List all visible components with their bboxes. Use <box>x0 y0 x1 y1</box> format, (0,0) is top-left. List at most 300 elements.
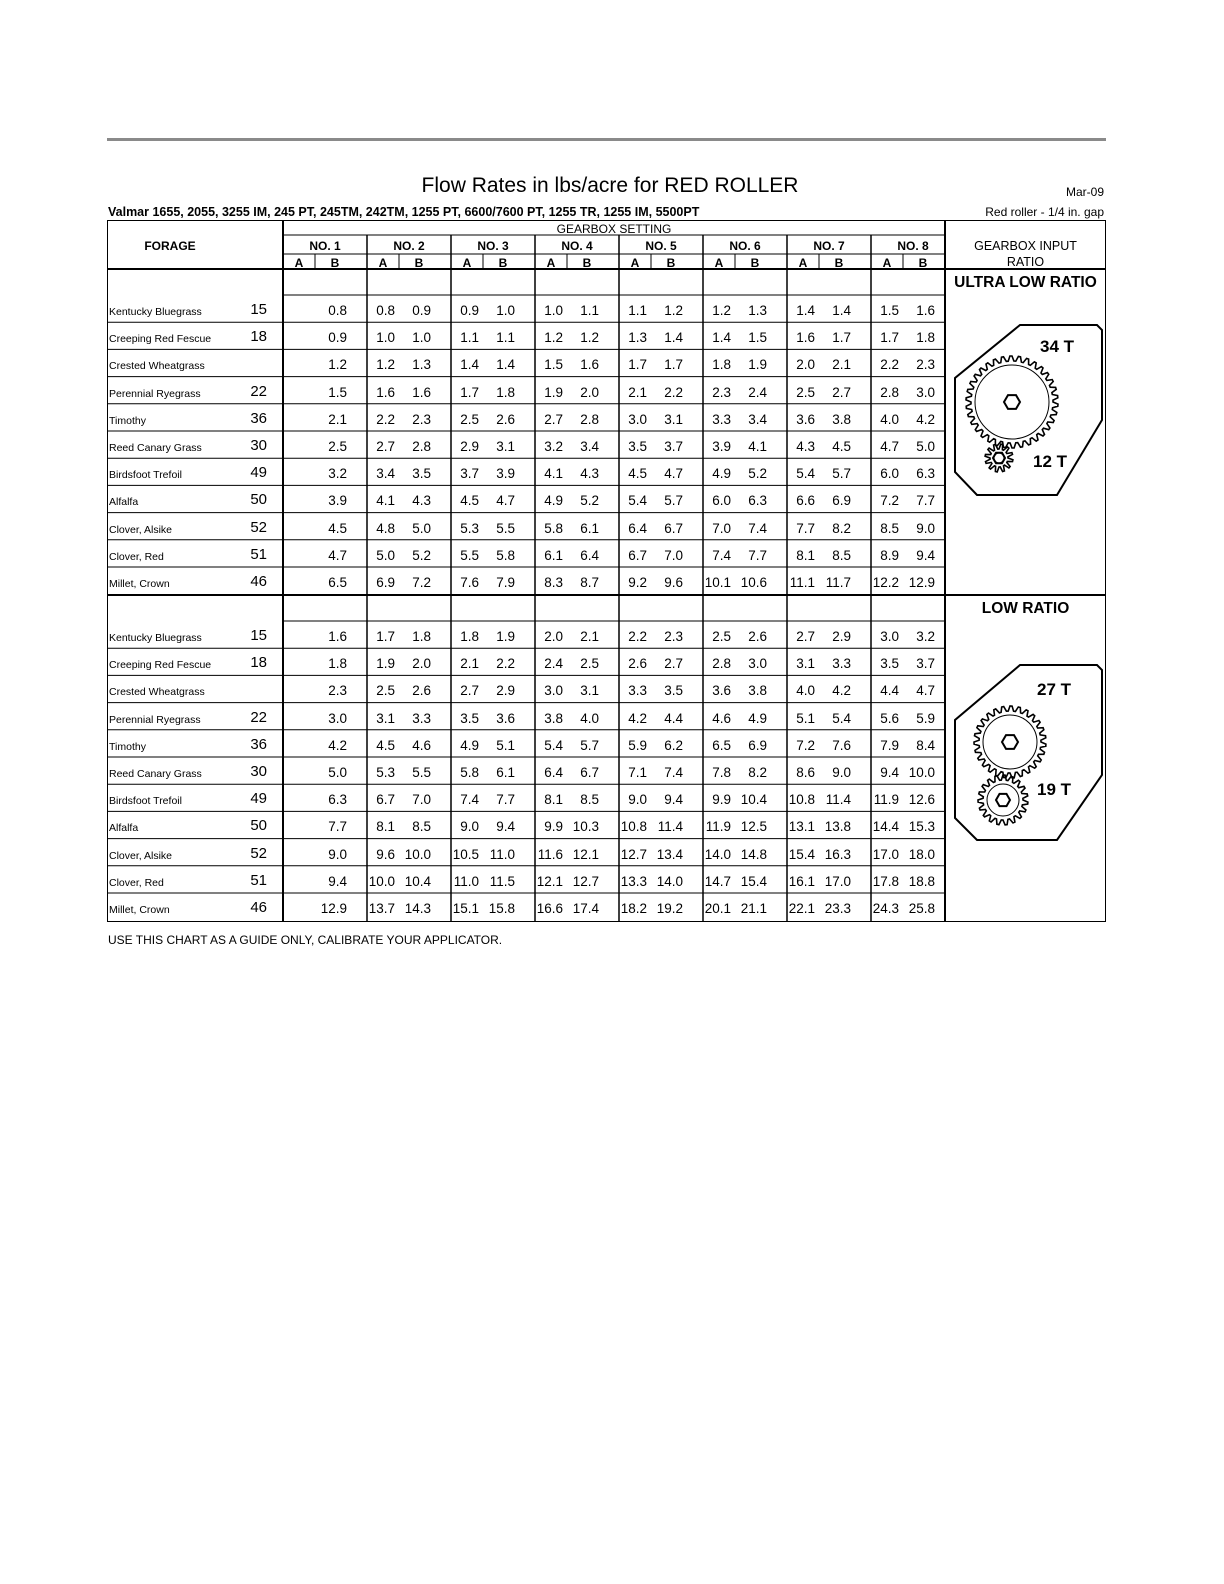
gear-ratio-title: ULTRA LOW RATIO <box>954 274 1097 291</box>
flow-rate-value: 16.3 <box>824 846 851 862</box>
flow-rate-value: 10.8 <box>788 792 815 808</box>
flow-rate-value: 0.9 <box>412 303 431 318</box>
forage-name: Creeping Red Fescue <box>109 333 212 346</box>
forage-seed-count: 22 <box>250 708 267 726</box>
flow-rate-value: 5.5 <box>460 547 479 563</box>
forage-seed-count: 18 <box>250 654 267 672</box>
ratio-label: RATIO <box>1006 255 1045 269</box>
flow-rate-value: 4.3 <box>796 439 815 454</box>
forage-name: Timothy <box>109 414 146 427</box>
gear-small-teeth-label: 12 T <box>1033 452 1068 471</box>
flow-rate-value: 1.3 <box>628 330 647 346</box>
flow-rate-value: 17.8 <box>872 873 899 889</box>
flow-rate-value: 7.0 <box>412 792 431 808</box>
flow-rate-value: 5.3 <box>376 765 395 780</box>
flow-rate-value: 2.3 <box>664 629 683 644</box>
flow-rate-value: 10.0 <box>908 765 935 780</box>
flow-rate-value: 5.8 <box>544 520 563 536</box>
flow-rate-value: 3.0 <box>916 384 935 400</box>
sub-col-b: B <box>582 256 592 270</box>
flow-rate-value: 3.0 <box>880 629 899 644</box>
forage-seed-count: 49 <box>250 464 267 482</box>
forage-name: Millet, Crown <box>109 904 170 916</box>
flow-rate-value: 2.6 <box>628 656 647 672</box>
flow-rate-value: 12.6 <box>908 792 935 808</box>
flow-rate-value: 0.9 <box>328 330 347 346</box>
flow-rate-value: 6.0 <box>712 493 731 509</box>
flow-rate-value: 3.0 <box>544 683 563 699</box>
sub-col-a: A <box>546 256 556 270</box>
flow-rate-value: 1.4 <box>832 303 851 318</box>
forage-name: Creeping Red Fescue <box>109 659 212 672</box>
flow-rate-value: 9.0 <box>832 765 851 780</box>
gearbox-setting-label: NO. 6 <box>729 239 761 253</box>
flow-rate-value: 3.9 <box>496 466 515 482</box>
flow-rate-value: 7.6 <box>832 737 851 753</box>
flow-rate-value: 18.0 <box>908 846 935 862</box>
flow-rate-value: 3.5 <box>412 466 431 482</box>
flow-rate-value: 9.9 <box>712 792 731 808</box>
flow-rate-value: 1.7 <box>832 330 851 346</box>
sub-col-b: B <box>750 256 760 270</box>
flow-rate-value: 1.7 <box>664 357 683 373</box>
gearbox-setting-header: GEARBOX SETTING <box>556 222 672 236</box>
flow-rate-value: 3.5 <box>460 710 479 726</box>
flow-rate-value: 4.7 <box>880 439 899 454</box>
flow-rate-value: 1.3 <box>412 357 431 373</box>
flow-rate-value: 4.2 <box>628 710 647 726</box>
forage-name: Perennial Ryegrass <box>109 387 201 400</box>
flow-rate-value: 9.4 <box>328 873 347 889</box>
flow-rate-value: 10.5 <box>452 846 479 862</box>
flow-rate-value: 7.0 <box>712 520 731 536</box>
flow-rate-value: 2.2 <box>376 411 395 427</box>
flow-rate-value: 10.8 <box>620 819 647 835</box>
flow-rate-value: 3.8 <box>544 710 563 726</box>
flow-rate-value: 1.6 <box>916 303 935 318</box>
flow-rate-value: 7.4 <box>460 792 479 808</box>
flow-rate-value: 1.0 <box>544 303 563 318</box>
flow-rate-value: 1.9 <box>496 629 515 644</box>
flow-rate-value: 8.1 <box>544 792 563 808</box>
flow-rate-value: 10.4 <box>404 873 431 889</box>
flow-rate-value: 6.0 <box>880 466 899 482</box>
forage-header: FORAGE <box>144 239 196 253</box>
flow-rate-value: 13.3 <box>620 873 647 889</box>
sub-col-a: A <box>798 256 808 270</box>
flow-rate-value: 3.9 <box>712 439 731 454</box>
flow-rate-value: 5.4 <box>628 493 647 509</box>
flow-rate-value: 9.0 <box>328 846 347 862</box>
flow-rate-value: 3.0 <box>628 411 647 427</box>
flow-rate-value: 7.4 <box>712 547 731 563</box>
flow-rate-value: 1.8 <box>496 384 515 400</box>
flow-rate-value: 14.8 <box>740 846 767 862</box>
flow-rate-value: 7.1 <box>628 765 647 780</box>
flow-rate-value: 5.2 <box>580 493 599 509</box>
flow-rate-value: 3.0 <box>748 656 767 672</box>
flow-rate-value: 3.3 <box>712 411 731 427</box>
flow-rate-value: 4.5 <box>328 520 347 536</box>
flow-rate-value: 14.4 <box>872 819 899 835</box>
flow-rate-value: 4.8 <box>376 520 395 536</box>
gearbox-setting-label: NO. 1 <box>309 239 341 253</box>
flow-rate-value: 5.8 <box>496 547 515 563</box>
gear-34t-icon <box>966 356 1058 448</box>
flow-rate-value: 2.9 <box>460 439 479 454</box>
flow-rate-value: 4.2 <box>328 737 347 753</box>
forage-seed-count: 18 <box>250 328 267 346</box>
model-list: Valmar 1655, 2055, 3255 IM, 245 PT, 245TM, 242TM, 1255 PT, 6600/7600 PT, 1255 TR, 1255 IM, 5500PT <box>108 205 700 219</box>
flow-rate-value: 1.5 <box>748 330 767 346</box>
flow-rate-value: 4.6 <box>712 710 731 726</box>
flow-rate-value: 17.4 <box>572 901 599 916</box>
flow-rate-value: 3.3 <box>412 710 431 726</box>
flow-rate-value: 4.0 <box>796 683 815 699</box>
forage-name: Reed Canary Grass <box>109 442 202 454</box>
flow-rate-value: 2.1 <box>832 357 851 373</box>
flow-rate-value: 6.9 <box>748 737 767 753</box>
flow-rate-value: 5.1 <box>796 710 815 726</box>
flow-rate-value: 2.8 <box>880 384 899 400</box>
flow-rate-value: 4.5 <box>832 439 851 454</box>
flow-rate-value: 17.0 <box>872 846 899 862</box>
flow-rate-value: 3.1 <box>664 411 683 427</box>
sub-col-a: A <box>714 256 724 270</box>
flow-rate-value: 3.6 <box>796 411 815 427</box>
flow-rate-value: 1.2 <box>712 303 731 318</box>
flow-rate-value: 6.7 <box>580 765 599 780</box>
flow-rate-value: 3.2 <box>916 629 935 644</box>
flow-rate-value: 8.1 <box>796 547 815 563</box>
flow-rate-value: 3.1 <box>376 710 395 726</box>
flow-rate-value: 6.1 <box>580 520 599 536</box>
flow-rate-value: 7.8 <box>712 765 731 780</box>
flow-rate-value: 4.6 <box>412 737 431 753</box>
flow-rate-value: 1.4 <box>796 303 815 318</box>
flow-rate-value: 4.9 <box>544 493 563 509</box>
flow-rate-value: 11.9 <box>705 819 731 835</box>
flow-rate-value: 2.8 <box>712 656 731 672</box>
flow-rate-value: 12.7 <box>620 846 647 862</box>
gear-ratio-title: LOW RATIO <box>981 600 1070 617</box>
flow-rate-value: 14.0 <box>656 873 683 889</box>
flow-rate-value: 2.4 <box>748 384 767 400</box>
flow-rate-value: 3.8 <box>832 411 851 427</box>
flow-rate-value: 3.2 <box>328 466 347 482</box>
flow-rate-value: 3.0 <box>328 710 347 726</box>
gear-12t-icon <box>985 444 1013 472</box>
flow-rate-value: 18.8 <box>908 873 935 889</box>
flow-rate-value: 5.0 <box>412 520 431 536</box>
forage-name: Alfalfa <box>109 822 139 835</box>
sub-col-a: A <box>882 256 892 270</box>
flow-rate-value: 0.8 <box>376 303 395 318</box>
top-rule <box>107 138 1106 141</box>
flow-rate-value: 1.4 <box>664 330 683 346</box>
flow-rate-value: 2.2 <box>496 656 515 672</box>
forage-name: Reed Canary Grass <box>109 768 202 780</box>
flow-rate-value: 13.1 <box>788 819 815 835</box>
flow-rate-value: 5.7 <box>832 466 851 482</box>
forage-seed-count: 52 <box>250 518 267 536</box>
flow-rate-value: 1.2 <box>580 330 599 346</box>
flow-rate-value: 8.7 <box>580 575 599 590</box>
flow-rate-value: 11.4 <box>825 792 851 808</box>
flow-rate-value: 12.5 <box>740 819 767 835</box>
flow-rate-value: 8.2 <box>832 520 851 536</box>
flow-rate-value: 13.8 <box>824 819 851 835</box>
flow-rate-value: 1.6 <box>376 384 395 400</box>
flow-rate-value: 5.1 <box>496 737 515 753</box>
flow-rate-value: 12.1 <box>572 846 599 862</box>
flow-rate-value: 15.3 <box>908 819 935 835</box>
flow-rate-value: 14.0 <box>704 846 731 862</box>
flow-rate-value: 4.3 <box>580 466 599 482</box>
flow-rate-value: 8.6 <box>796 765 815 780</box>
flow-rate-value: 2.3 <box>412 411 431 427</box>
flow-rate-value: 12.9 <box>908 575 935 590</box>
flow-rate-value: 5.2 <box>748 466 767 482</box>
flow-rate-value: 4.0 <box>580 710 599 726</box>
flow-rate-value: 3.1 <box>496 439 515 454</box>
flow-rate-value: 2.8 <box>580 411 599 427</box>
flow-rate-value: 7.4 <box>664 765 683 780</box>
flow-rate-value: 9.2 <box>628 575 647 590</box>
forage-seed-count: 30 <box>250 437 267 454</box>
flow-rate-value: 1.1 <box>628 303 647 318</box>
flow-rate-value: 14.7 <box>704 873 731 889</box>
flow-rate-value: 3.7 <box>916 656 935 672</box>
flow-rate-value: 7.4 <box>748 520 767 536</box>
flow-rate-value: 1.4 <box>460 357 479 373</box>
flow-rate-value: 1.0 <box>376 330 395 346</box>
flow-rate-value: 5.9 <box>916 710 935 726</box>
flow-rate-value: 10.4 <box>740 792 767 808</box>
flow-rate-value: 11.4 <box>657 819 683 835</box>
flow-rate-value: 7.9 <box>496 575 515 590</box>
flow-rate-value: 9.0 <box>628 792 647 808</box>
flow-rate-value: 1.2 <box>376 357 395 373</box>
flow-rate-value: 7.2 <box>796 737 815 753</box>
forage-seed-count: 15 <box>250 627 267 644</box>
sub-col-b: B <box>498 256 508 270</box>
flow-rate-value: 7.7 <box>796 520 815 536</box>
flow-rate-value: 2.1 <box>628 384 647 400</box>
flow-rate-value: 5.2 <box>412 547 431 563</box>
flow-rate-value: 2.7 <box>376 439 395 454</box>
gearbox-input-label: GEARBOX INPUT <box>974 239 1077 253</box>
roller-gap-note: Red roller - 1/4 in. gap <box>985 205 1104 219</box>
flow-rate-value: 1.7 <box>460 384 479 400</box>
flow-rate-value: 6.4 <box>544 765 563 780</box>
flow-rate-value: 21.1 <box>740 901 767 916</box>
flow-rate-value: 9.4 <box>496 819 515 835</box>
sub-col-b: B <box>330 256 340 270</box>
gear-19t-icon <box>978 775 1028 825</box>
flow-rate-value: 15.8 <box>488 901 515 916</box>
flow-rate-value: 20.1 <box>704 901 731 916</box>
forage-name: Alfalfa <box>109 496 139 509</box>
flow-rate-value: 2.5 <box>328 439 347 454</box>
flow-rate-value: 1.7 <box>880 330 899 346</box>
flow-rate-value: 10.0 <box>404 846 431 862</box>
flow-rate-value: 3.7 <box>664 439 683 454</box>
flow-rate-value: 1.6 <box>412 384 431 400</box>
forage-seed-count: 52 <box>250 844 267 862</box>
forage-name: Kentucky Bluegrass <box>109 306 202 318</box>
forage-seed-count: 46 <box>250 573 267 590</box>
flow-rate-value: 1.5 <box>880 303 899 318</box>
flow-rate-value: 8.3 <box>544 575 563 590</box>
flow-rate-value: 2.1 <box>460 656 479 672</box>
forage-name: Timothy <box>109 740 146 753</box>
forage-seed-count: 50 <box>250 817 267 835</box>
flow-rate-value: 10.1 <box>704 575 731 590</box>
flow-rate-value: 1.6 <box>796 330 815 346</box>
flow-rate-value: 1.3 <box>748 303 767 318</box>
forage-seed-count: 51 <box>250 871 267 889</box>
flow-rate-value: 2.3 <box>328 683 347 699</box>
forage-seed-count: 22 <box>250 382 267 400</box>
flow-rate-value: 5.8 <box>460 765 479 780</box>
flow-rate-value: 1.1 <box>580 303 599 318</box>
flow-rate-value: 2.2 <box>628 629 647 644</box>
flow-rate-value: 5.4 <box>796 466 815 482</box>
forage-name: Clover, Alsike <box>109 849 173 862</box>
footer-note: USE THIS CHART AS A GUIDE ONLY, CALIBRATE YOUR APPLICATOR. <box>108 933 503 947</box>
flow-rate-value: 2.5 <box>796 384 815 400</box>
flow-rate-value: 1.1 <box>460 330 479 346</box>
flow-rate-value: 7.6 <box>460 575 479 590</box>
flow-rate-value: 2.1 <box>580 629 599 644</box>
flow-rate-value: 5.4 <box>544 737 563 753</box>
flow-rate-value: 8.1 <box>376 819 395 835</box>
flow-rate-value: 4.7 <box>328 547 347 563</box>
flow-rate-value: 5.6 <box>880 710 899 726</box>
flow-rate-value: 1.6 <box>328 629 347 644</box>
flow-rate-value: 5.3 <box>460 520 479 536</box>
flow-rate-value: 7.7 <box>916 493 935 509</box>
flow-rate-value: 2.9 <box>832 629 851 644</box>
forage-name: Clover, Red <box>109 876 164 889</box>
flow-rate-value: 15.4 <box>740 873 767 889</box>
flow-rate-value: 1.5 <box>328 384 347 400</box>
flow-rate-value: 2.7 <box>832 384 851 400</box>
flow-rate-value: 7.7 <box>496 792 515 808</box>
flow-rate-value: 4.5 <box>376 737 395 753</box>
flow-rate-value: 1.9 <box>544 384 563 400</box>
flow-rate-value: 1.2 <box>544 330 563 346</box>
flow-rate-value: 1.8 <box>712 357 731 373</box>
flow-rate-value: 6.3 <box>328 792 347 808</box>
flow-rate-value: 4.4 <box>880 683 899 699</box>
flow-rate-value: 3.1 <box>580 683 599 699</box>
flow-rate-value: 8.4 <box>916 737 935 753</box>
gear-27t-icon <box>974 706 1046 778</box>
flow-rate-value: 2.0 <box>580 384 599 400</box>
flow-rate-value: 7.0 <box>664 547 683 563</box>
gearbox-setting-label: NO. 4 <box>561 239 593 253</box>
flow-rate-value: 8.5 <box>880 520 899 536</box>
flow-rate-value: 12.9 <box>320 901 347 916</box>
flow-rate-value: 25.8 <box>908 901 935 916</box>
flow-rate-value: 5.9 <box>628 737 647 753</box>
flow-rate-value: 3.2 <box>544 439 563 454</box>
flow-rate-value: 5.7 <box>664 493 683 509</box>
flow-rate-value: 15.1 <box>452 901 479 916</box>
flow-rate-value: 6.3 <box>916 466 935 482</box>
flow-rate-value: 9.6 <box>376 846 395 862</box>
flow-rate-value: 2.6 <box>412 683 431 699</box>
flow-rate-value: 5.5 <box>412 765 431 780</box>
flow-rate-value: 3.6 <box>496 710 515 726</box>
flow-rate-value: 2.7 <box>544 411 563 427</box>
sub-col-a: A <box>630 256 640 270</box>
flow-rate-value: 3.3 <box>628 683 647 699</box>
sub-col-b: B <box>918 256 928 270</box>
flow-rate-value: 23.3 <box>824 901 851 916</box>
flow-rate-value: 3.7 <box>460 466 479 482</box>
ultra-low-gearbox-housing <box>955 325 1102 495</box>
sub-col-a: A <box>462 256 472 270</box>
flow-rate-value: 9.4 <box>916 547 935 563</box>
forage-name: Birdsfoot Trefoil <box>109 795 182 808</box>
flow-rate-value: 24.3 <box>872 901 899 916</box>
flow-rate-value: 8.9 <box>880 547 899 563</box>
sub-col-b: B <box>666 256 676 270</box>
flow-rate-value: 15.4 <box>788 846 815 862</box>
flow-rate-value: 4.3 <box>412 493 431 509</box>
flow-rate-value: 2.0 <box>412 656 431 672</box>
flow-rate-value: 13.7 <box>368 901 395 916</box>
forage-name: Clover, Alsike <box>109 523 173 536</box>
flow-rate-value: 7.7 <box>328 819 347 835</box>
flow-rate-value: 6.9 <box>832 493 851 509</box>
sub-col-b: B <box>834 256 844 270</box>
flow-rate-value: 6.7 <box>664 520 683 536</box>
flow-rate-value: 4.1 <box>376 493 395 509</box>
flow-rate-value: 4.7 <box>496 493 515 509</box>
flow-rate-value: 1.2 <box>664 303 683 318</box>
flow-rate-value: 9.9 <box>544 819 563 835</box>
flow-rate-value: 4.1 <box>748 439 767 454</box>
forage-seed-count: 51 <box>250 545 267 563</box>
flow-rate-value: 1.1 <box>496 330 515 346</box>
flow-rate-value: 1.5 <box>544 357 563 373</box>
flow-rate-value: 2.7 <box>796 629 815 644</box>
flow-rate-value: 0.9 <box>460 303 479 318</box>
flow-rate-value: 2.3 <box>712 384 731 400</box>
flow-rate-value: 10.6 <box>740 575 767 590</box>
flow-rate-value: 10.0 <box>368 873 395 889</box>
flow-rate-value: 3.4 <box>748 411 767 427</box>
flow-rate-value: 11.6 <box>537 846 563 862</box>
flow-rate-value: 1.8 <box>460 629 479 644</box>
flow-rate-value: 12.7 <box>572 873 599 889</box>
flow-rate-value: 4.2 <box>916 411 935 427</box>
flow-rate-value: 17.0 <box>824 873 851 889</box>
flow-rate-value: 11.0 <box>453 873 479 889</box>
flow-rate-value: 3.6 <box>712 683 731 699</box>
sub-col-b: B <box>414 256 424 270</box>
flow-rate-value: 9.0 <box>916 520 935 536</box>
flow-rate-value: 1.6 <box>580 357 599 373</box>
forage-seed-count: 36 <box>250 735 267 753</box>
flow-rate-value: 11.9 <box>873 792 899 808</box>
flow-rate-value: 4.5 <box>460 493 479 509</box>
flow-rate-value: 5.5 <box>496 520 515 536</box>
